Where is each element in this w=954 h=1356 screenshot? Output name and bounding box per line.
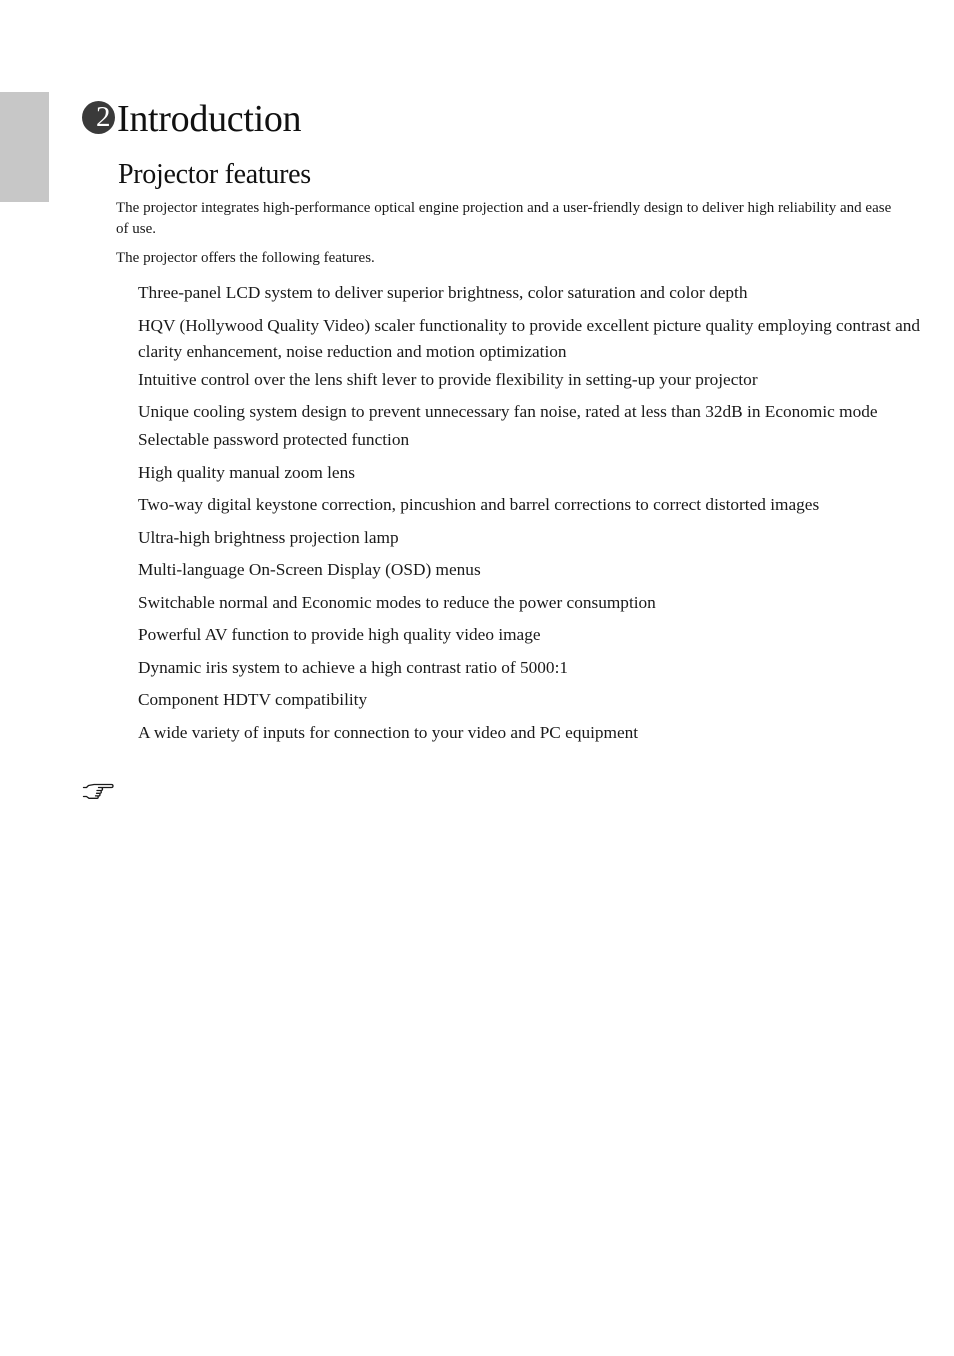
chapter-number: 2 (96, 101, 111, 133)
feature-item: A wide variety of inputs for connection to your video and PC equipment (138, 722, 639, 742)
feature-item: HQV (Hollywood Quality Video) scaler functionality to provide excellent picture quality employing contrast and clarity enhancement, noise reduction and motion optimization (138, 315, 921, 361)
chapter-title: Introduction (117, 98, 302, 140)
intro-paragraph: The projector integrates high-performance optical engine projection and a user-friendly design to deliver high reliability and ease of use. (116, 200, 892, 237)
feature-item: High quality manual zoom lens (138, 462, 355, 482)
intro-paragraph: The projector offers the following features. (116, 250, 375, 266)
feature-item: Powerful AV function to provide high quality video image (138, 625, 541, 644)
feature-item: Switchable normal and Economic modes to reduce the power consumption (138, 592, 656, 612)
feature-item: Component HDTV compatibility (138, 690, 368, 709)
section-title: Projector features (118, 159, 311, 190)
feature-item: Two-way digital keystone correction, pincushion and barrel corrections to correct distorted images (138, 495, 820, 514)
feature-item: Selectable password protected function (138, 430, 410, 449)
feature-item: Multi-language On-Screen Display (OSD) menus (138, 560, 481, 579)
feature-list (138, 280, 928, 752)
pointing-hand-icon (82, 781, 114, 801)
feature-item: Dynamic iris system to achieve a high contrast ratio of 5000:1 (138, 657, 569, 677)
feature-item: Intuitive control over the lens shift lever to provide flexibility in setting-up your projector (138, 369, 758, 389)
feature-item: Three-panel LCD system to deliver superior brightness, color saturation and color depth (138, 283, 748, 302)
feature-item: Ultra-high brightness projection lamp (138, 527, 399, 547)
chapter-number-badge (82, 101, 115, 134)
chapter-side-tab (0, 92, 49, 202)
feature-item: Unique cooling system design to prevent unnecessary fan noise, rated at less than 32dB in Economic mode (138, 402, 878, 421)
